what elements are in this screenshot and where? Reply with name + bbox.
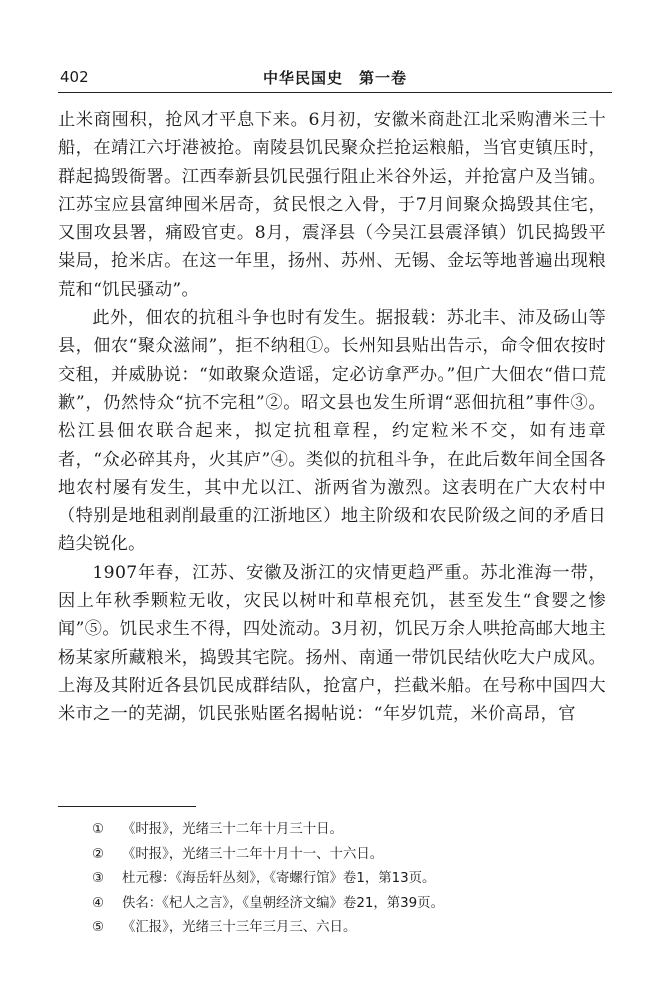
footnote-mark: ③: [92, 871, 105, 887]
footnote-4: [92, 892, 612, 917]
footnote-5: [92, 916, 612, 941]
footnote-text: 《汇报》，光绪三十三年三月三、六日。: [122, 920, 357, 936]
running-title: 中华民国史 第一卷: [262, 69, 407, 87]
footnote-mark: ⑤: [92, 920, 105, 936]
footnote-2: [92, 843, 612, 868]
paragraph-3: 1907年春，江苏、安徽及浙江的灾情更趋严重。苏北淮海一带，因上年秋季颗粒无收，灾民以树叶和草根充饥，甚至发生“食婴之惨闻”⑤。饥民求生不得，四处流动。3月初，饥民万余人哄抢高邮大地主杨某家所藏粮米，捣毁其宅院。扬州、南通一带饥民结伙吃大户成风。上海及其附近各县饥民成群结队，抢富户，拦截米船。在号称中国四大米市之一的芜湖，饥民张贴匿名揭帖说：“年岁饥荒，米价高昂，官: [58, 562, 606, 725]
footnote-text: 《时报》，光绪三十二年十月十一、十六日。: [122, 846, 384, 862]
footnotes: [92, 818, 612, 941]
footnote-1: [92, 818, 612, 843]
page-header: [58, 66, 612, 93]
body-text: [58, 106, 606, 729]
footnote-mark: ②: [92, 846, 105, 862]
paragraph-2: 此外，佃农的抗租斗争也时有发生。据报载：苏北丰、沛及砀山等县，佃农“聚众滋闹”，拒不纳租①。长州知县贴出告示，命令佃农按时交租，并威胁说：“如敢聚众造谣，定必访拿严办。”但广大佃农“借口荒歉”，仍然恃众“抗不完租”②。昭文县也发生所谓“恶佃抗租”事件③。松江县佃农联合起来，拟定抗租章程，约定粒米不交，如有违章者，“众必碎其舟，火其庐”④。类似的抗租斗争，在此后数年间全国各地农村屡有发生，其中尤以江、浙两省为激烈。这表明在广大农村中（特别是地租剥削最重的江浙地区）地主阶级和农民阶级之间的矛盾日趋尖锐化。: [58, 308, 606, 555]
footnote-mark: ①: [92, 822, 105, 837]
footnote-divider: [58, 806, 196, 807]
paragraph-1: 止米商囤积，抢风才平息下来。6月初，安徽米商赴江北采购漕米三十船，在靖江六圩港被抢。南陵县饥民聚众拦抢运粮船，当官吏镇压时，群起捣毁衙署。江西奉新县饥民强行阻止米谷外运，并抢富户及当铺。江苏宝应县富绅囤米居奇，贫民恨之入骨，于7月间聚众捣毁其住宅，又围攻县署，痛殴官吏。8月，震泽县（今吴江县震泽镇）饥民捣毁平粜局，抢米店。在这一年里，扬州、苏州、无锡、金坛等地普遍出现粮荒和“饥民骚动”。: [58, 110, 606, 300]
footnote-text: 《时报》，光绪三十二年十月三十日。: [122, 822, 343, 837]
footnote-mark: ④: [92, 895, 105, 911]
page-number: 402: [60, 68, 89, 86]
footnote-3: [92, 867, 612, 892]
footnote-text: 佚名：《杞人之言》，《皇朝经济文编》卷21，第39页。: [122, 895, 444, 911]
footnote-text: 杜元穆：《海岳轩丛刻》，《寄螺行馆》卷1，第13页。: [122, 871, 436, 887]
